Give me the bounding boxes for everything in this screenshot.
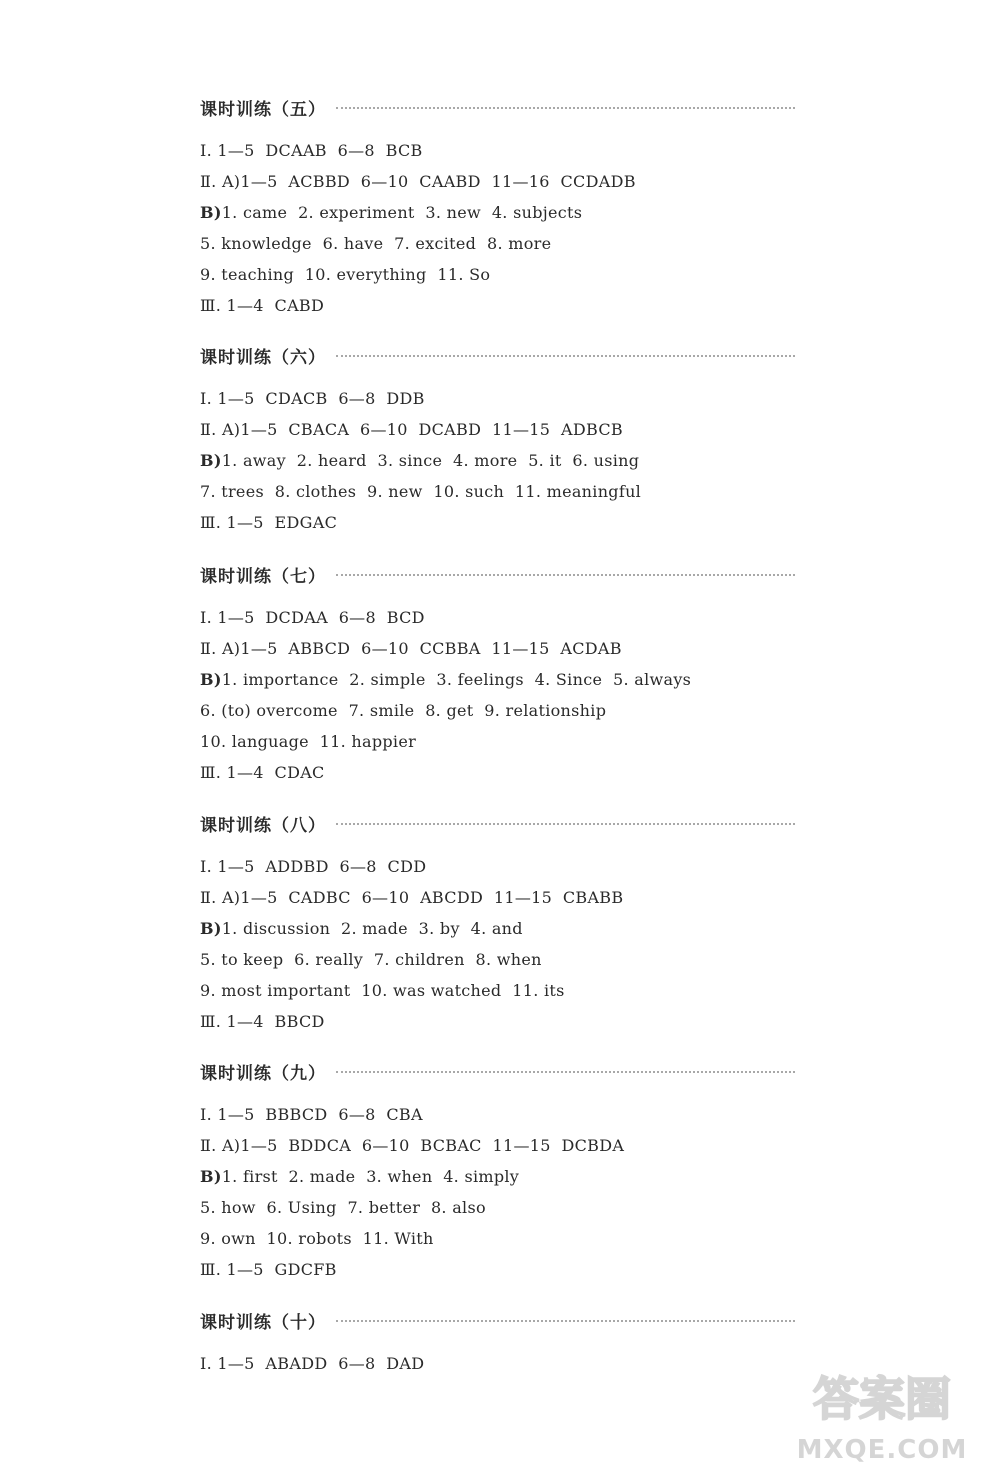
dotted-rule [336,1071,795,1073]
part-marker: B) [200,1167,222,1186]
answer-line: 7. trees 8. clothes 9. new 10. such 11. meaningful [200,482,642,501]
answer-line: Ⅱ. A)1—5 CBACA 6—10 DCABD 11—15 ADBCB [200,420,623,439]
section-title: 课时训练（十） [200,1312,326,1333]
answer-line: 9. most important 10. was watched 11. its [200,981,565,1000]
answer-line: Ⅲ. 1—5 GDCFB [200,1260,337,1279]
answer-line: Ⅰ. 1—5 DCAAB 6—8 BCB [200,141,423,160]
section-6 [200,342,795,538]
answer-text: 1. discussion 2. made 3. by 4. and [221,919,523,938]
section-header [200,1307,795,1333]
section-8 [200,810,795,1037]
answer-line: Ⅲ. 1—4 CDAC [200,763,325,782]
section-title: 课时训练（八） [200,815,326,836]
section-7 [200,561,795,788]
section-9 [200,1058,795,1285]
part-marker: B) [200,670,222,689]
answer-line [200,445,795,476]
dotted-rule [336,355,795,357]
answer-line: Ⅰ. 1—5 DCDAA 6—8 BCD [200,608,425,627]
section-header [200,561,795,587]
answer-line [200,1161,795,1192]
answer-text: 1. came 2. experiment 3. new 4. subjects [221,203,583,222]
section-title: 课时训练（六） [200,347,326,368]
answer-line: 9. own 10. robots 11. With [200,1229,434,1248]
answer-line: Ⅲ. 1—4 CABD [200,296,325,315]
section-title: 课时训练（七） [200,566,326,587]
answer-line: 5. how 6. Using 7. better 8. also [200,1198,486,1217]
watermark-logo-text: 答案圈 [813,1372,951,1426]
section-header [200,810,795,836]
answer-line: Ⅱ. A)1—5 BDDCA 6—10 BCBAC 11—15 DCBDA [200,1136,625,1155]
answer-line: Ⅲ. 1—5 EDGAC [200,513,338,532]
section-header [200,94,795,120]
answer-line: 6. (to) overcome 7. smile 8. get 9. relationship [200,701,607,720]
answer-line: Ⅱ. A)1—5 CADBC 6—10 ABCDD 11—15 CBABB [200,888,624,907]
answer-text: 1. first 2. made 3. when 4. simply [221,1167,520,1186]
dotted-rule [336,1320,795,1322]
section-header [200,1058,795,1084]
answer-line: Ⅰ. 1—5 ADDBD 6—8 CDD [200,857,427,876]
answer-text: 1. importance 2. simple 3. feelings 4. Since 5. always [221,670,692,689]
section-header [200,342,795,368]
answer-line: Ⅱ. A)1—5 ACBBD 6—10 CAABD 11—16 CCDADB [200,172,636,191]
section-5 [200,94,795,321]
answer-line: 5. knowledge 6. have 7. excited 8. more [200,234,552,253]
answer-text: 1. away 2. heard 3. since 4. more 5. it 6. using [221,451,640,470]
dotted-rule [336,107,795,109]
answer-line [200,664,795,695]
section-title: 课时训练（五） [200,99,326,120]
answer-line: 10. language 11. happier [200,732,417,751]
section-title: 课时训练（九） [200,1063,326,1084]
part-marker: B) [200,203,222,222]
answer-line: 9. teaching 10. everything 11. So [200,265,491,284]
dotted-rule [336,823,795,825]
section-10 [200,1307,795,1379]
answer-line: Ⅱ. A)1—5 ABBCD 6—10 CCBBA 11—15 ACDAB [200,639,622,658]
watermark [782,1365,982,1465]
watermark-site: MXQE.COM [796,1435,968,1465]
answer-line [200,197,795,228]
answer-line: Ⅰ. 1—5 CDACB 6—8 DDB [200,389,425,408]
answer-line: Ⅰ. 1—5 ABADD 6—8 DAD [200,1354,425,1373]
answer-line: Ⅰ. 1—5 BBBCD 6—8 CBA [200,1105,423,1124]
dotted-rule [336,574,795,576]
answer-line: Ⅲ. 1—4 BBCD [200,1012,325,1031]
part-marker: B) [200,919,222,938]
answer-line [200,913,795,944]
answer-line: 5. to keep 6. really 7. children 8. when [200,950,542,969]
watermark-logo-icon [806,1365,958,1427]
part-marker: B) [200,451,222,470]
